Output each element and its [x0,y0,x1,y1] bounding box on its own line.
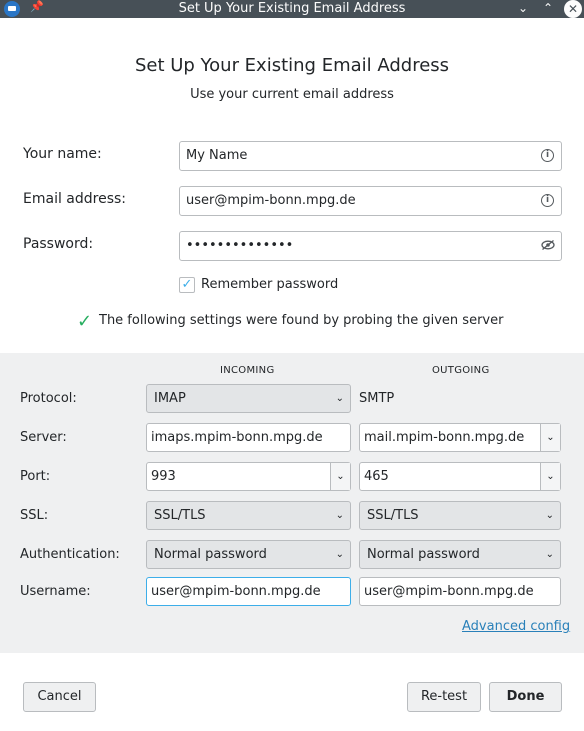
window-titlebar [0,0,584,18]
outgoing-ssl-value: SSL/TLS [367,508,419,523]
status-message: The following settings were found by probing the given server [99,313,504,328]
outgoing-auth-select[interactable] [359,540,561,569]
email-label: Email address: [23,191,127,207]
name-label: Your name: [23,146,102,162]
outgoing-header: OUTGOING [432,365,490,376]
password-field[interactable]: •••••••••••••• [179,231,562,261]
chevron-down-icon: ⌄ [545,549,554,560]
done-button[interactable]: Done [489,682,562,712]
incoming-header: INCOMING [220,365,275,376]
advanced-config-link[interactable]: Advanced config [462,619,571,634]
pin-icon[interactable]: 📌 [30,0,44,13]
outgoing-server-value[interactable]: mail.mpim-bonn.mpg.de [364,430,525,445]
outgoing-server-combo[interactable] [359,423,561,452]
minimize-icon[interactable]: ⌄ [517,1,529,15]
incoming-port-combo[interactable] [146,462,351,491]
incoming-protocol-value: IMAP [154,391,186,406]
authentication-label: Authentication: [20,547,120,562]
close-icon[interactable]: ✕ [564,0,582,18]
password-label: Password: [23,236,94,252]
incoming-ssl-value: SSL/TLS [154,508,206,523]
outgoing-username-input[interactable]: user@mpim-bonn.mpg.de [359,577,561,606]
retest-button[interactable]: Re-test [407,682,481,712]
incoming-auth-select[interactable] [146,540,351,569]
incoming-auth-value: Normal password [154,547,267,562]
chevron-down-icon: ⌄ [335,549,344,560]
outgoing-protocol-value: SMTP [359,391,395,406]
ssl-label: SSL: [20,508,49,523]
email-field[interactable]: user@mpim-bonn.mpg.de [179,186,562,216]
server-label: Server: [20,430,67,445]
incoming-protocol-select[interactable] [146,384,351,413]
incoming-server-input[interactable]: imaps.mpim-bonn.mpg.de [146,423,351,452]
info-icon[interactable]: i [541,194,554,207]
chevron-down-icon[interactable]: ⌄ [540,424,560,451]
protocol-label: Protocol: [20,391,77,406]
info-icon[interactable]: i [541,149,554,162]
check-icon: ✓ [77,311,93,332]
eye-slash-icon[interactable] [541,240,555,250]
outgoing-ssl-select[interactable] [359,501,561,530]
username-label: Username: [20,584,91,599]
remember-password-checkbox[interactable]: ✓ [179,277,195,293]
cancel-button[interactable]: Cancel [23,682,96,712]
incoming-username-input[interactable]: user@mpim-bonn.mpg.de [146,577,351,606]
outgoing-auth-value: Normal password [367,547,480,562]
window-title: Set Up Your Existing Email Address [178,1,406,16]
chevron-down-icon: ⌄ [545,510,554,521]
remember-password-label[interactable]: Remember password [201,277,339,292]
port-label: Port: [20,469,51,484]
outgoing-port-value[interactable]: 465 [364,469,389,484]
chevron-down-icon[interactable]: ⌄ [540,463,560,490]
page-subtitle: Use your current email address [190,87,394,102]
chevron-down-icon: ⌄ [335,510,344,521]
chevron-down-icon: ⌄ [335,393,344,404]
chevron-down-icon[interactable]: ⌄ [330,463,350,490]
name-field[interactable]: My Name [179,141,562,171]
maximize-icon[interactable]: ⌃ [542,1,554,15]
outgoing-port-combo[interactable] [359,462,561,491]
incoming-port-value[interactable]: 993 [151,469,176,484]
page-title: Set Up Your Existing Email Address [134,55,450,76]
incoming-ssl-select[interactable] [146,501,351,530]
